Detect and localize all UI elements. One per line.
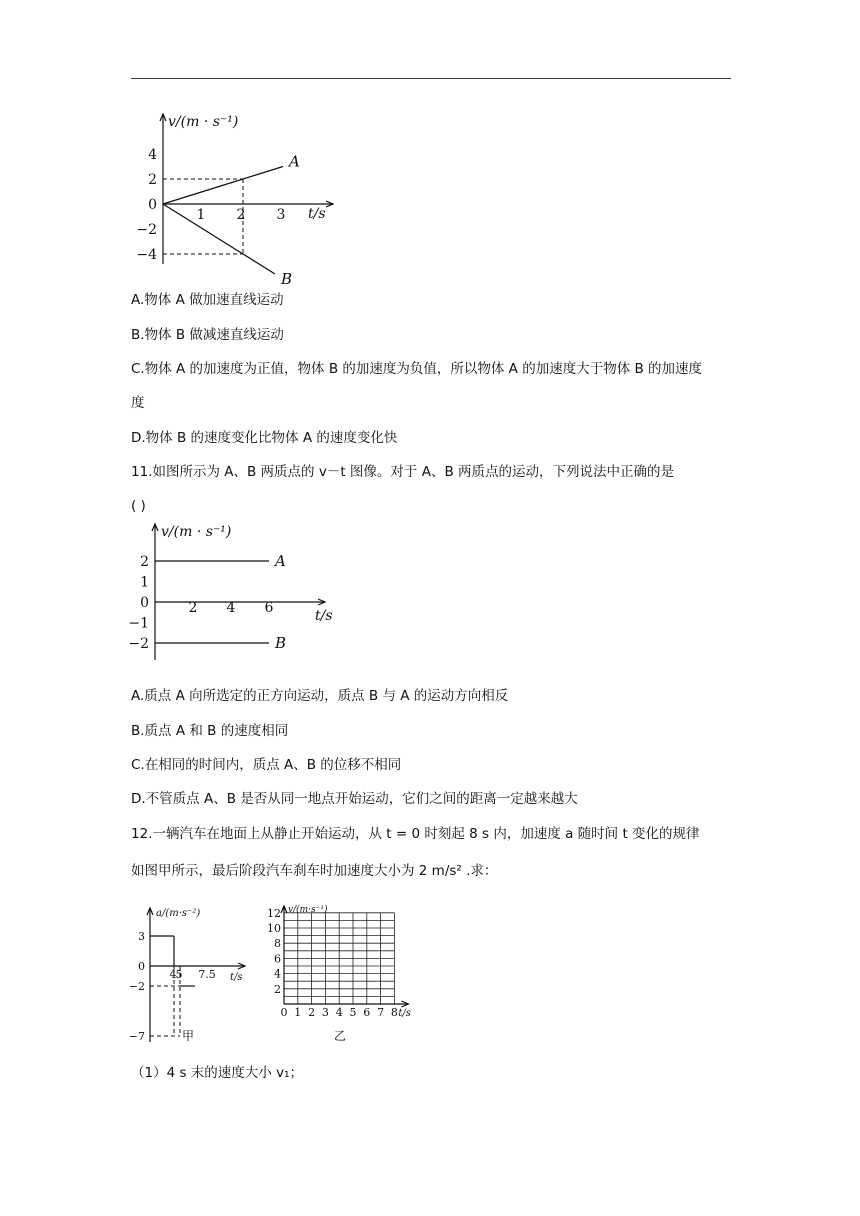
y-tick-label: −2 (128, 980, 145, 993)
y-tick-label: −4 (136, 247, 157, 263)
y-tick-label: 10 (267, 922, 281, 935)
y-axis-label: v/(m · s⁻¹) (168, 114, 239, 130)
y-tick-label: −7 (128, 1030, 145, 1043)
x-tick-label: 8 (390, 1006, 398, 1019)
y-tick-label: −1 (128, 615, 149, 632)
y-tick-label: 2 (140, 554, 149, 570)
caption-yi: 乙 (334, 1029, 347, 1043)
y-tick-label: 1 (140, 574, 149, 591)
q12-stem-cont: 如图甲所示，最后阶段汽车刹车时加速度大小为 2 m/s² .求： (131, 863, 498, 879)
q10-option-c: C.物体 A 的加速度为正值，物体 B 的加速度为负值，所以物体 A 的加速度大于物体 B 的加速度 (131, 361, 703, 377)
y-axis-label: v/(m · s⁻¹) (161, 524, 232, 540)
q11-vt-graph (130, 520, 350, 660)
q12-sub1: （1）4 s 末的速度大小 v₁； (131, 1065, 303, 1081)
y-tick-label: 12 (267, 906, 281, 920)
y-tick-label: 4 (148, 147, 157, 163)
q10-vt-graph (130, 108, 350, 288)
x-tick-label: 3 (276, 207, 286, 223)
x-tick-label: 1 (294, 1006, 302, 1019)
q10-option-c-cont: 度 (131, 395, 145, 411)
x-tick-label: 3 (321, 1006, 329, 1019)
x-tick-label: 0 (280, 1006, 288, 1019)
y-tick-label: −2 (136, 222, 157, 238)
x-tick-label: 5 (349, 1006, 357, 1019)
x-axis-label: t/s (230, 972, 243, 983)
y-tick-label: 3 (138, 930, 145, 943)
q11-stem: 11.如图所示为 A、B 两质点的 v－t 图像。对于 A、B 两质点的运动，下列说法中正确的是 (131, 464, 674, 480)
y-tick-label: 2 (274, 982, 281, 996)
x-tick-label: 6 (264, 600, 274, 616)
y-tick-label: 0 (140, 595, 149, 611)
series-line-A (163, 167, 283, 205)
x-tick-label: 4 (226, 600, 236, 616)
q12-stem: 12.一辆汽车在地面上从静止开始运动，从 t = 0 时刻起 8 s 内，加速度 a 随时间 t 变化的规律 (131, 826, 700, 842)
y-axis-label: v/(m·s⁻¹) (288, 905, 328, 915)
x-tick-label: 5 (175, 968, 183, 981)
y-tick-label: 8 (274, 937, 281, 951)
series-line-B (163, 204, 275, 274)
x-axis-label: t/s (315, 608, 333, 624)
y-tick-label: 0 (148, 197, 157, 213)
x-tick-label: 7 (377, 1006, 385, 1019)
q11-option-d: D.不管质点 A、B 是否从同一地点开始运动，它们之间的距离一定越来越大 (131, 791, 578, 807)
q12-vt-grid-yi (268, 900, 428, 1045)
series-label-A: A (275, 552, 286, 570)
x-tick-label: 2 (236, 207, 246, 223)
x-tick-label: 4 (335, 1006, 343, 1019)
series-label-B: B (275, 634, 287, 652)
x-axis-label: t/s (308, 206, 326, 222)
x-tick-label: 1 (196, 207, 206, 223)
x-tick-label: 2 (308, 1006, 316, 1019)
caption-jia: 甲 (182, 1029, 195, 1043)
x-tick-label: 7.5 (198, 968, 216, 981)
y-tick-label: 2 (148, 172, 157, 188)
q10-option-a: A.物体 A 做加速直线运动 (131, 292, 284, 308)
q12-at-graph-jia (130, 900, 260, 1045)
series-label-B: B (281, 270, 293, 288)
y-tick-label: 6 (274, 952, 281, 966)
y-tick-label: −2 (128, 636, 149, 652)
q11-blank: ( ) (131, 498, 146, 514)
y-tick-label: 4 (274, 967, 281, 981)
x-axis-label: t/s (398, 1008, 411, 1019)
header-rule (131, 78, 731, 79)
x-tick-label: 2 (188, 600, 198, 616)
series-label-A: A (289, 152, 300, 171)
q11-option-c: C.在相同的时间内，质点 A、B 的位移不相同 (131, 757, 402, 773)
y-tick-label: 0 (138, 960, 145, 973)
y-axis-label: a/(m·s⁻²) (156, 908, 201, 919)
x-tick-label: 6 (363, 1006, 371, 1019)
q11-option-b: B.质点 A 和 B 的速度相同 (131, 723, 289, 739)
q11-option-a: A.质点 A 向所选定的正方向运动，质点 B 与 A 的运动方向相反 (131, 688, 509, 704)
x-tick-label: 4 (169, 968, 177, 981)
q10-option-d: D.物体 B 的速度变化比物体 A 的速度变化快 (131, 430, 398, 446)
q10-option-b: B.物体 B 做减速直线运动 (131, 327, 284, 343)
